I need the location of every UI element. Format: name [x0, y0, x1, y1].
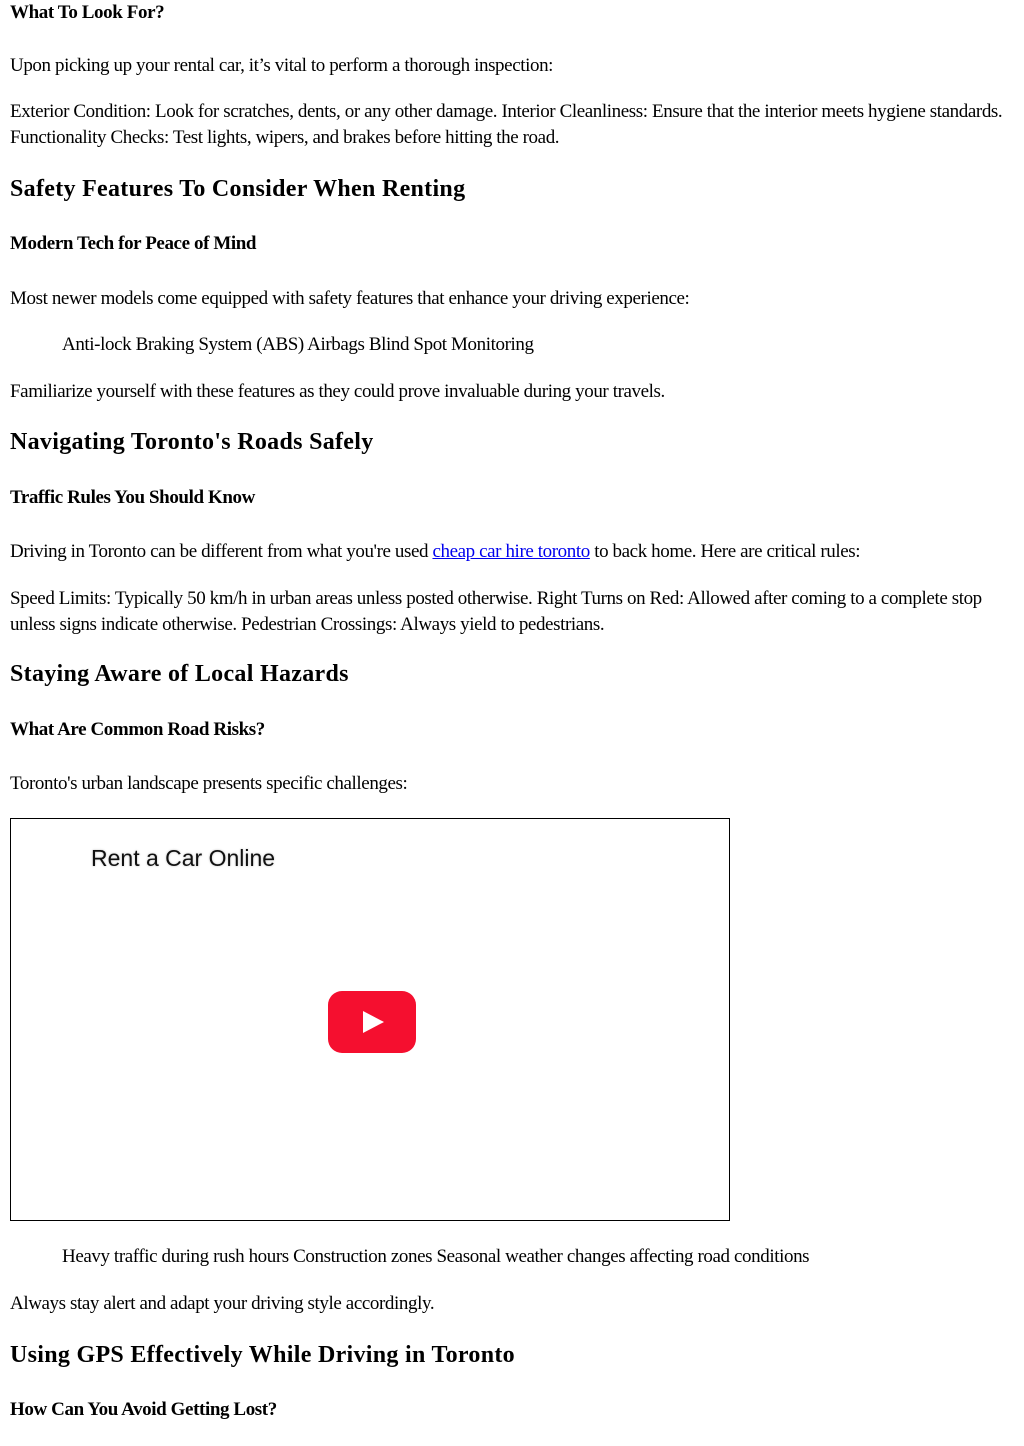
play-icon — [363, 1011, 384, 1033]
subheading-modern-tech: Modern Tech for Peace of Mind — [10, 233, 257, 254]
heading-gps: Using GPS Effectively While Driving in Toronto — [10, 1342, 515, 1368]
subheading-traffic-rules: Traffic Rules You Should Know — [10, 487, 255, 508]
heading-what-to-look-for: What To Look For? — [10, 2, 165, 23]
paragraph-traffic-rules: Speed Limits: Typically 50 km/h in urban areas unless posted otherwise. Right Turns on Red: Allowed after coming to a complete stop unless signs indicate otherwise. Pedestrian Crossings: Always yield to pedestrians. — [10, 588, 982, 635]
paragraph-driving-intro — [10, 539, 1014, 565]
paragraph-inspection-details: Exterior Condition: Look for scratches, dents, or any other damage. Interior Cleanliness: Ensure that the interior meets hygiene standards. Functionality Checks: Test lights, wipers, and brakes before hitting the road. — [10, 101, 1003, 148]
subheading-road-risks: What Are Common Road Risks? — [10, 719, 265, 740]
paragraph-safety-intro: Most newer models come equipped with safety features that enhance your driving experience: — [10, 288, 690, 309]
paragraph-safety-outro: Familiarize yourself with these features as they could prove invaluable during your travels. — [10, 381, 665, 402]
paragraph-hazards-intro: Toronto's urban landscape presents specific challenges: — [10, 773, 408, 794]
play-button[interactable] — [328, 991, 416, 1053]
video-title[interactable]: Rent a Car Online — [91, 845, 276, 871]
paragraph-hazards-outro: Always stay alert and adapt your driving style accordingly. — [10, 1293, 435, 1314]
list-road-hazards: Heavy traffic during rush hours Construction zones Seasonal weather changes affecting road conditions — [62, 1246, 810, 1267]
heading-navigating-roads: Navigating Toronto's Roads Safely — [10, 429, 374, 455]
heading-local-hazards: Staying Aware of Local Hazards — [10, 661, 349, 687]
video-embed[interactable] — [10, 818, 730, 1221]
driving-intro-text-end: to back home. Here are critical rules: — [589, 541, 861, 562]
driving-intro-text: Driving in Toronto can be different from what you're used — [10, 541, 433, 562]
list-safety-features: Anti-lock Braking System (ABS) Airbags Blind Spot Monitoring — [62, 334, 534, 355]
subheading-avoid-getting-lost: How Can You Avoid Getting Lost? — [10, 1399, 277, 1420]
heading-safety-features: Safety Features To Consider When Renting — [10, 176, 466, 202]
paragraph-inspection-intro: Upon picking up your rental car, it’s vital to perform a thorough inspection: — [10, 55, 554, 76]
cheap-car-hire-link[interactable]: cheap car hire toronto — [432, 541, 590, 562]
